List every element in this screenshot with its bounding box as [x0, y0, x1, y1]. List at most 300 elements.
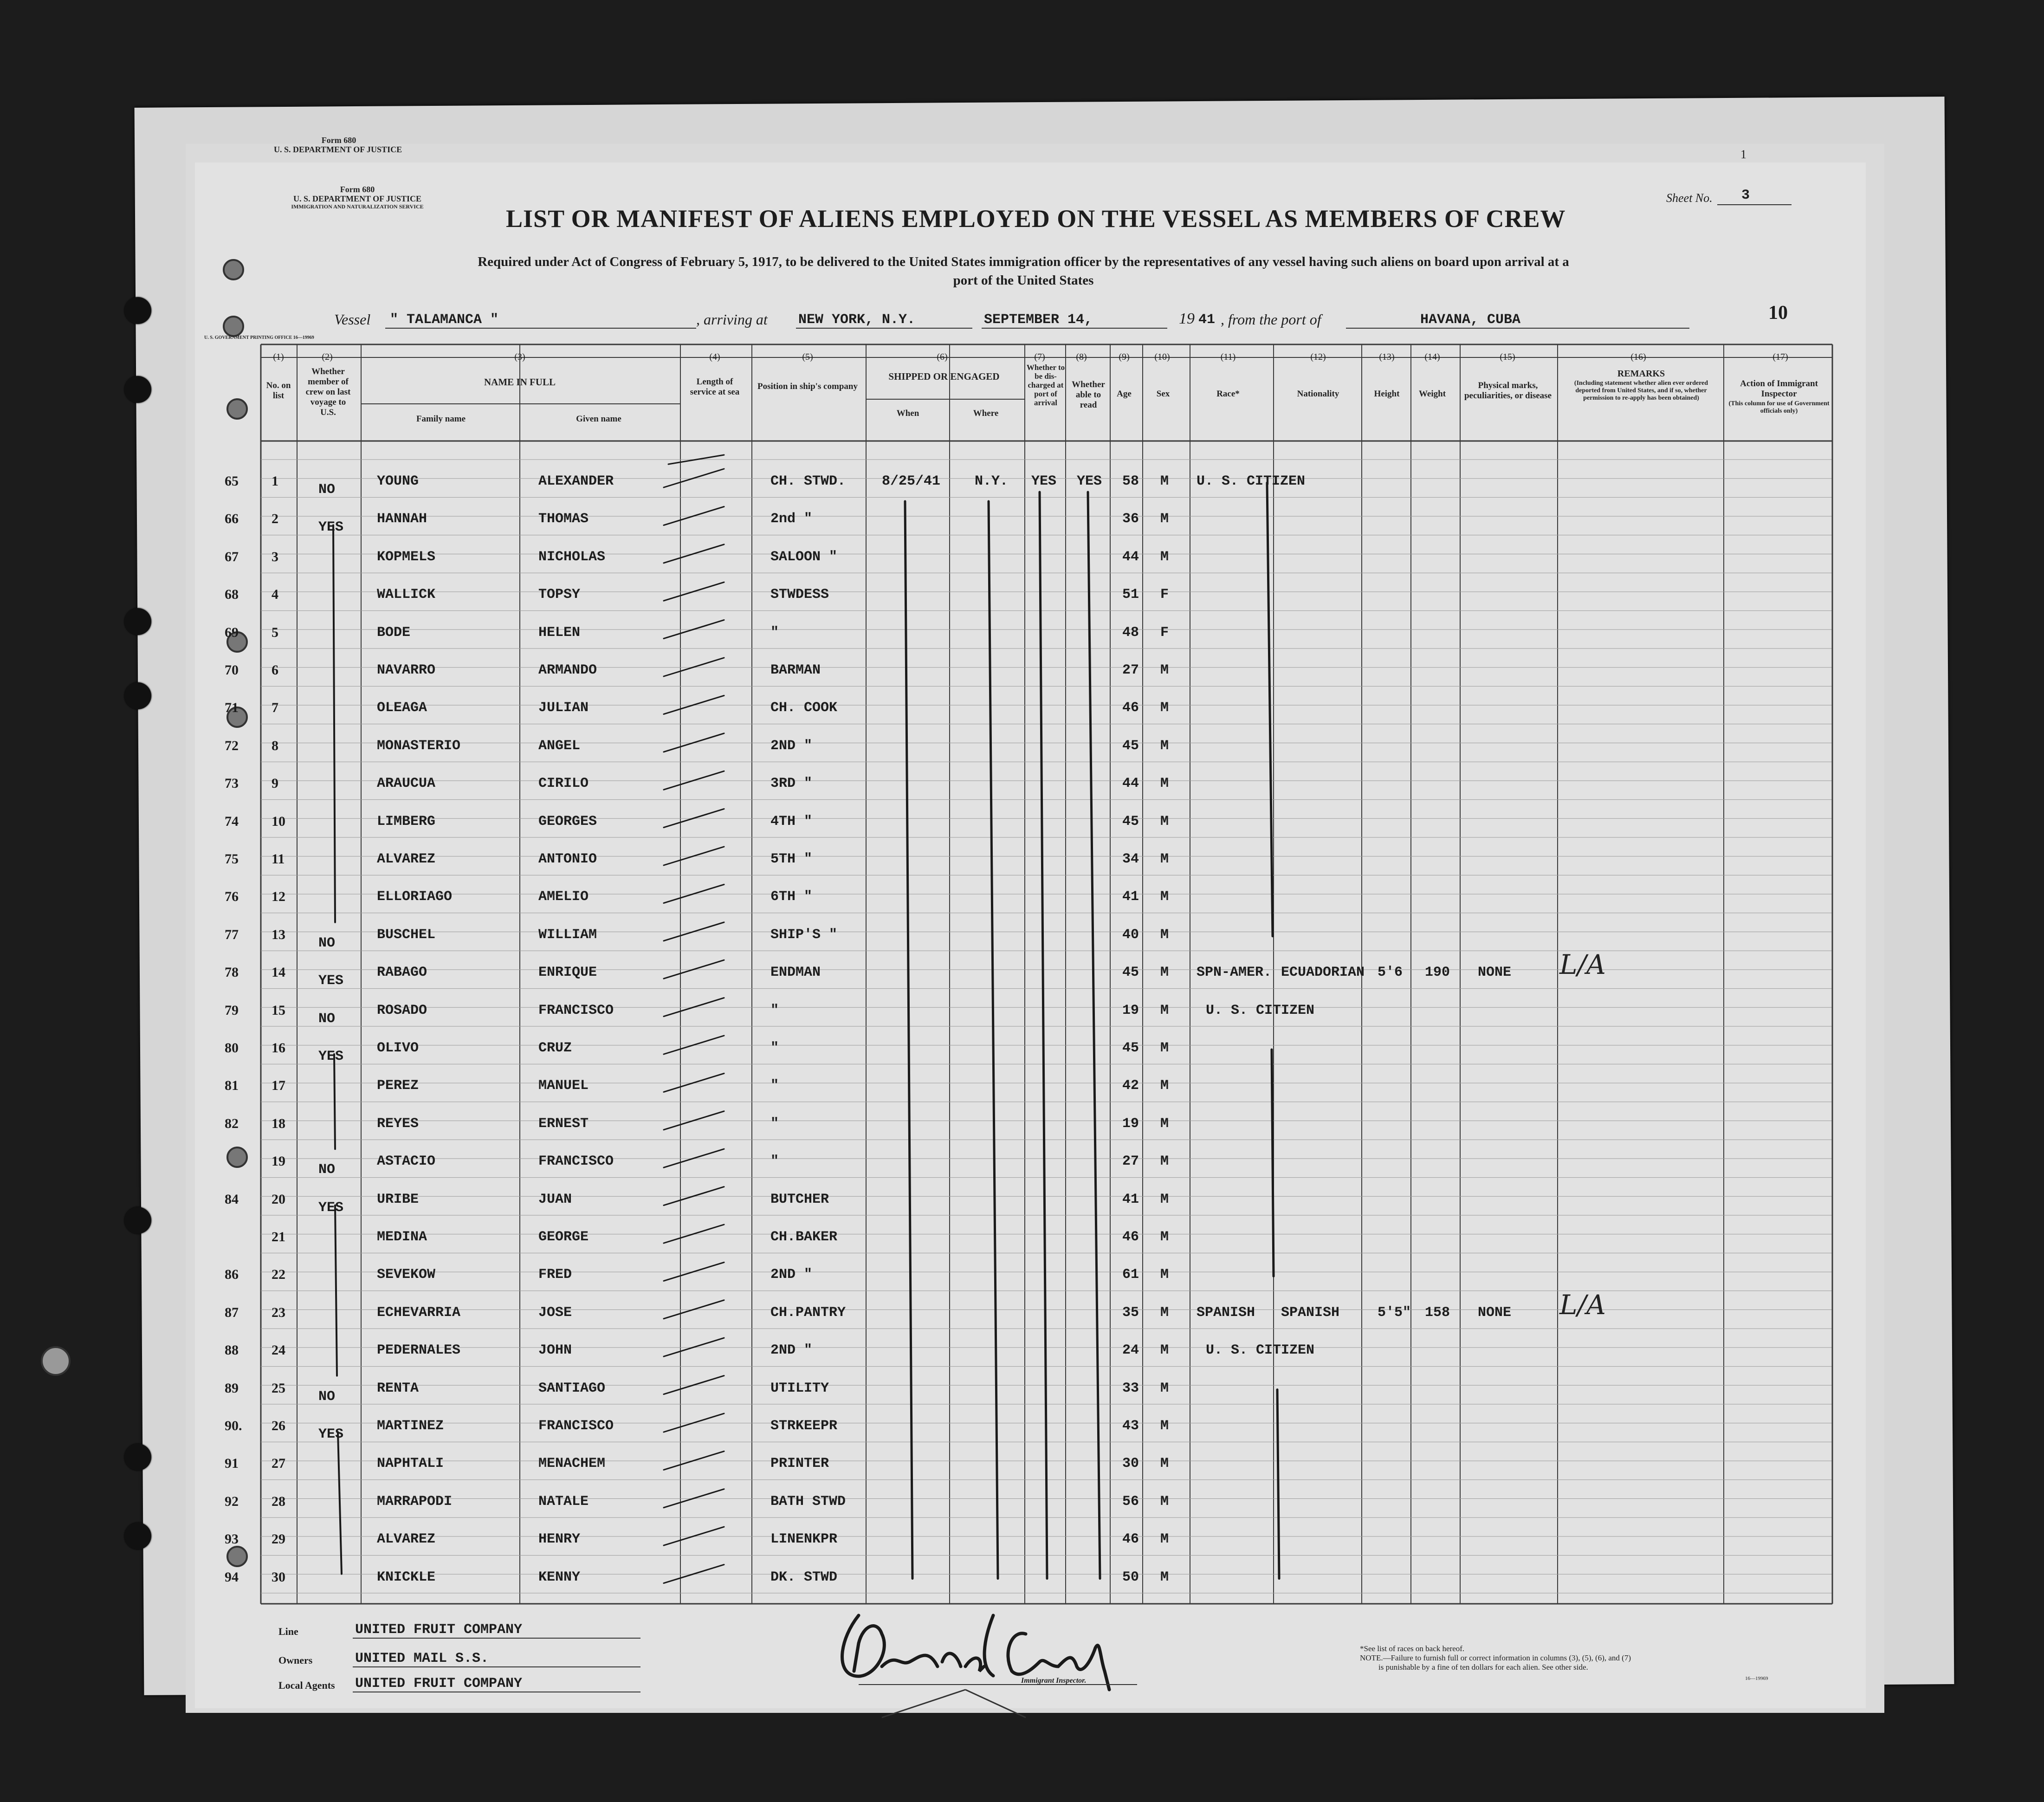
- row-position: UTILITY: [770, 1380, 829, 1396]
- owners-label: Owners: [278, 1654, 313, 1666]
- row-family-name: KOPMELS: [377, 549, 436, 565]
- row-family-name: KNICKLE: [377, 1569, 436, 1585]
- row-sex: M: [1160, 1002, 1169, 1018]
- ditto-mark: [664, 1300, 724, 1319]
- row-margin-number: 70: [225, 662, 239, 678]
- ditto-mark: [1088, 492, 1100, 1579]
- row-age: 45: [1122, 965, 1139, 981]
- arrival-port: NEW YORK, N.Y.: [798, 312, 916, 328]
- row-race: U. S. CITIZEN: [1206, 1002, 1315, 1018]
- row-age: 30: [1122, 1456, 1139, 1472]
- row-no: 25: [272, 1380, 285, 1396]
- row-no: 14: [272, 965, 285, 980]
- row-position: BATH STWD: [770, 1493, 846, 1510]
- row-margin-number: 80: [225, 1040, 239, 1056]
- note-line2: is punishable by a fine of ten dollars for each alien. See other side.: [1378, 1663, 1588, 1672]
- row-no: 6: [272, 662, 278, 678]
- row-physical: NONE: [1478, 965, 1512, 981]
- col-num-12: (12): [1310, 352, 1326, 362]
- row-given-name: JOSE: [538, 1304, 572, 1321]
- header-given-name: Given name: [576, 414, 621, 424]
- row-sex: M: [1160, 1531, 1169, 1548]
- ditto-mark: [664, 620, 724, 639]
- row-sex: M: [1160, 927, 1169, 943]
- row-no: 3: [272, 549, 278, 564]
- ditto-mark: [664, 544, 724, 563]
- row-family-name: BUSCHEL: [377, 927, 436, 943]
- row-when: 8/25/41: [882, 473, 941, 489]
- agents-value: UNITED FRUIT COMPANY: [355, 1676, 523, 1692]
- ditto-mark: [664, 1338, 724, 1356]
- header-discharged: Whether to be dis-charged at port of arrival: [1026, 363, 1065, 407]
- header-nationality: Nationality: [1297, 389, 1339, 399]
- row-no: 22: [272, 1267, 285, 1283]
- row-sex: M: [1160, 1304, 1169, 1321]
- row-margin-number: 87: [225, 1304, 239, 1320]
- ditto-mark: [1277, 1390, 1279, 1579]
- row-position: ": [770, 1154, 779, 1170]
- row-age: 19: [1122, 1115, 1139, 1132]
- row-age: 56: [1122, 1493, 1139, 1510]
- back-page-mark: 1: [1740, 148, 1746, 161]
- arriving-label: , arriving at: [696, 311, 768, 328]
- ditto-mark: [664, 658, 724, 676]
- row-family-name: PEDERNALES: [377, 1342, 461, 1359]
- row-sex: M: [1160, 1078, 1169, 1094]
- header-whether-member: Whether member of crew on last voyage to U.S.: [305, 367, 351, 417]
- row-sex: M: [1160, 700, 1169, 716]
- ditto-mark: [664, 847, 724, 865]
- row-weight: 158: [1425, 1304, 1450, 1321]
- row-sex: M: [1160, 1342, 1169, 1359]
- col-num-10: (10): [1154, 352, 1170, 362]
- ditto-mark: [664, 1073, 724, 1092]
- row-age: 43: [1122, 1418, 1139, 1434]
- ditto-mark: [338, 1432, 342, 1574]
- row-given-name: JOHN: [538, 1342, 572, 1359]
- ditto-mark: [664, 884, 724, 903]
- row-age: 42: [1122, 1078, 1139, 1094]
- row-given-name: WILLIAM: [538, 927, 597, 943]
- row-sex: M: [1160, 511, 1169, 527]
- row-family-name: MARTINEZ: [377, 1418, 444, 1434]
- row-able-read: YES: [1077, 473, 1102, 489]
- row-margin-number: 79: [225, 1002, 239, 1018]
- row-remarks: L/A: [1559, 1289, 1606, 1321]
- header-position: Position in ship's company: [757, 382, 858, 391]
- row-position: 4TH ": [770, 813, 813, 830]
- row-nationality: SPANISH: [1281, 1304, 1340, 1321]
- col-num-3: (3): [514, 352, 525, 362]
- row-given-name: FRANCISCO: [538, 1418, 614, 1434]
- ditto-mark: [989, 501, 998, 1579]
- row-family-name: BODE: [377, 624, 411, 641]
- ditto-mark: [664, 1527, 724, 1545]
- races-note: *See list of races on back hereof.: [1360, 1644, 1465, 1653]
- vessel-name: " TALAMANCA ": [390, 312, 499, 328]
- ditto-mark: [664, 1225, 724, 1243]
- row-given-name: HENRY: [538, 1531, 581, 1548]
- row-position: 2ND ": [770, 738, 813, 754]
- col-num-1: (1): [273, 352, 284, 362]
- row-margin-number: 78: [225, 965, 239, 980]
- row-given-name: JULIAN: [538, 700, 589, 716]
- header-name-in-full: NAME IN FULL: [484, 376, 556, 388]
- ditto-mark: [664, 506, 724, 525]
- form-code: 16—19969: [1745, 1676, 1768, 1681]
- row-family-name: NAPHTALI: [377, 1456, 444, 1472]
- col-num-15: (15): [1500, 352, 1515, 362]
- header-length-service: Length of service at sea: [690, 377, 740, 397]
- row-given-name: GEORGES: [538, 813, 597, 830]
- row-margin-number: 94: [225, 1569, 239, 1585]
- row-margin-number: 91: [225, 1456, 239, 1471]
- row-margin-number: 76: [225, 889, 239, 905]
- printer-mark: U. S. GOVERNMENT PRINTING OFFICE 16—19969: [204, 335, 314, 340]
- line-underline: [353, 1638, 640, 1639]
- department: U. S. DEPARTMENT OF JUSTICE: [293, 194, 422, 203]
- row-no: 20: [272, 1191, 285, 1207]
- row-given-name: FRED: [538, 1267, 572, 1283]
- row-member-last-voyage: NO: [318, 1011, 336, 1027]
- row-position: DK. STWD: [770, 1569, 838, 1585]
- row-margin-number: 65: [225, 473, 239, 489]
- row-no: 9: [272, 776, 278, 791]
- row-position: LINENKPR: [770, 1531, 838, 1548]
- row-position: CH. STWD.: [770, 473, 846, 489]
- row-no: 13: [272, 927, 285, 942]
- row-position: ": [770, 624, 779, 641]
- row-no: 16: [272, 1040, 285, 1056]
- ditto-mark: [664, 1413, 724, 1432]
- row-margin-number: 73: [225, 776, 239, 791]
- row-member-last-voyage: YES: [318, 1426, 344, 1442]
- row-no: 8: [272, 738, 278, 753]
- page-number: 10: [1768, 302, 1788, 324]
- row-family-name: OLEAGA: [377, 700, 427, 716]
- row-age: 44: [1122, 776, 1139, 792]
- row-no: 1: [272, 473, 278, 489]
- row-age: 34: [1122, 851, 1139, 867]
- row-margin-number: 72: [225, 738, 239, 753]
- row-given-name: TOPSY: [538, 587, 581, 603]
- row-physical: NONE: [1478, 1304, 1512, 1321]
- row-no: 23: [272, 1304, 285, 1320]
- from-port: HAVANA, CUBA: [1420, 312, 1521, 328]
- row-margin-number: 88: [225, 1342, 239, 1358]
- back-form-number: Form 680: [321, 136, 356, 145]
- row-position: CH.PANTRY: [770, 1304, 846, 1321]
- row-age: 45: [1122, 813, 1139, 830]
- row-position: 3RD ": [770, 776, 813, 792]
- row-sex: M: [1160, 851, 1169, 867]
- row-age: 45: [1122, 1040, 1139, 1056]
- vessel-label: Vessel: [334, 311, 371, 328]
- row-sex: F: [1160, 624, 1169, 641]
- row-given-name: HELEN: [538, 624, 581, 641]
- row-age: 45: [1122, 738, 1139, 754]
- row-no: 28: [272, 1493, 285, 1509]
- row-given-name: NATALE: [538, 1493, 589, 1510]
- row-no: 11: [272, 851, 285, 867]
- row-age: 41: [1122, 1191, 1139, 1207]
- form-number: Form 680: [340, 185, 375, 194]
- line-value: UNITED FRUIT COMPANY: [355, 1622, 523, 1638]
- row-age: 44: [1122, 549, 1139, 565]
- row-given-name: MENACHEM: [538, 1456, 606, 1472]
- row-age: 41: [1122, 889, 1139, 905]
- row-margin-number: 71: [225, 700, 239, 716]
- row-no: 17: [272, 1078, 285, 1094]
- ditto-mark: [664, 469, 724, 487]
- row-given-name: ARMANDO: [538, 662, 597, 678]
- row-sex: M: [1160, 1569, 1169, 1585]
- owners-underline: [353, 1666, 640, 1667]
- row-position: ": [770, 1115, 779, 1132]
- header-race: Race*: [1216, 389, 1240, 399]
- sheet-label: Sheet No.: [1666, 191, 1713, 205]
- row-margin-number: 81: [225, 1078, 239, 1094]
- col-num-5: (5): [802, 352, 813, 362]
- col-num-9: (9): [1119, 352, 1130, 362]
- row-family-name: HANNAH: [377, 511, 427, 527]
- row-family-name: RENTA: [377, 1380, 419, 1396]
- row-given-name: ANGEL: [538, 738, 581, 754]
- row-given-name: CIRILO: [538, 776, 589, 792]
- row-position: ENDMAN: [770, 965, 821, 981]
- row-no: 7: [272, 700, 278, 716]
- form-title: LIST OR MANIFEST OF ALIENS EMPLOYED ON THE VESSEL AS MEMBERS OF CREW: [506, 205, 1566, 233]
- header-remarks-note: (Including statement whether alien ever ordered deported from United States, and if so, whether permission to re-apply has been obtained): [1574, 380, 1708, 402]
- row-sex: F: [1160, 587, 1169, 603]
- row-family-name: ASTACIO: [377, 1154, 436, 1170]
- row-position: ": [770, 1002, 779, 1018]
- row-given-name: GEORGE: [538, 1229, 589, 1245]
- row-sex: M: [1160, 1456, 1169, 1472]
- row-sex: M: [1160, 889, 1169, 905]
- row-no: 26: [272, 1418, 285, 1433]
- row-age: 27: [1122, 662, 1139, 678]
- row-position: CH.BAKER: [770, 1229, 838, 1245]
- inspector-label: Immigrant Inspector.: [1021, 1677, 1087, 1685]
- row-position: 6TH ": [770, 889, 813, 905]
- line-label: Line: [278, 1626, 298, 1637]
- row-family-name: WALLICK: [377, 587, 436, 603]
- row-age: 35: [1122, 1304, 1139, 1321]
- row-family-name: OLIVO: [377, 1040, 419, 1056]
- signature-line: [859, 1684, 1137, 1685]
- row-position: ": [770, 1078, 779, 1094]
- row-sex: M: [1160, 1267, 1169, 1283]
- row-family-name: ECHEVARRIA: [377, 1304, 461, 1321]
- row-margin-number: 86: [225, 1267, 239, 1283]
- row-position: CH. COOK: [770, 700, 838, 716]
- ditto-mark: [335, 1206, 337, 1376]
- row-family-name: YOUNG: [377, 473, 419, 489]
- row-margin-number: 82: [225, 1115, 239, 1131]
- row-family-name: ELLORIAGO: [377, 889, 453, 905]
- header-remarks: REMARKS: [1617, 369, 1665, 379]
- row-sex: M: [1160, 1380, 1169, 1396]
- row-position: 2ND ": [770, 1342, 813, 1359]
- row-sex: M: [1160, 1229, 1169, 1245]
- row-age: 40: [1122, 927, 1139, 943]
- row-age: 46: [1122, 700, 1139, 716]
- ditto-mark: [664, 695, 724, 714]
- row-nationality: ECUADORIAN: [1281, 965, 1365, 981]
- ditto-mark: [1040, 492, 1047, 1579]
- row-no: 12: [272, 889, 285, 905]
- row-sex: M: [1160, 776, 1169, 792]
- row-given-name: FRANCISCO: [538, 1154, 614, 1170]
- row-age: 58: [1122, 473, 1139, 489]
- row-member-last-voyage: NO: [318, 935, 336, 951]
- row-margin-number: 66: [225, 511, 239, 527]
- ditto-mark: [664, 1111, 724, 1130]
- header-weight: Weight: [1418, 389, 1446, 399]
- row-no: 15: [272, 1002, 285, 1018]
- row-age: 24: [1122, 1342, 1139, 1359]
- row-given-name: KENNY: [538, 1569, 581, 1585]
- row-given-name: THOMAS: [538, 511, 589, 527]
- ditto-mark: [664, 960, 724, 979]
- row-age: 33: [1122, 1380, 1139, 1396]
- row-race: SPANISH: [1197, 1304, 1255, 1321]
- col-num-16: (16): [1630, 352, 1646, 362]
- row-sex: M: [1160, 738, 1169, 754]
- ditto-mark: [664, 1489, 724, 1508]
- row-given-name: MANUEL: [538, 1078, 589, 1094]
- ditto-mark: [664, 922, 724, 941]
- row-race: U. S. CITIZEN: [1206, 1342, 1315, 1359]
- ditto-mark: [664, 1376, 724, 1394]
- ditto-mark: [664, 1451, 724, 1470]
- row-given-name: ERNEST: [538, 1115, 589, 1132]
- ditto-mark: [333, 525, 335, 922]
- row-no: 27: [272, 1456, 285, 1471]
- row-given-name: CRUZ: [538, 1040, 572, 1056]
- row-age: 48: [1122, 624, 1139, 641]
- row-family-name: URIBE: [377, 1191, 419, 1207]
- form-subtitle-line1: Required under Act of Congress of February 5, 1917, to be delivered to the United States immigration officer by the representatives of any vessel having such aliens on board upon arrival at a: [478, 254, 1569, 269]
- row-given-name: AMELIO: [538, 889, 589, 905]
- row-family-name: RABAGO: [377, 965, 427, 981]
- ditto-mark: [905, 501, 912, 1579]
- col-num-11: (11): [1220, 352, 1236, 362]
- ditto-mark: [664, 771, 724, 790]
- owners-value: UNITED MAIL S.S.: [355, 1651, 489, 1666]
- row-age: 27: [1122, 1154, 1139, 1170]
- row-age: 51: [1122, 587, 1139, 603]
- row-no: 18: [272, 1115, 285, 1131]
- row-sex: M: [1160, 1191, 1169, 1207]
- row-discharged: YES: [1031, 473, 1057, 489]
- ditto-mark: [664, 1149, 724, 1167]
- row-family-name: MARRAPODI: [377, 1493, 453, 1510]
- header-action-note: (This column for use of Government officials only): [1728, 400, 1830, 415]
- ditto-mark: [664, 733, 724, 752]
- ditto-mark: [664, 809, 724, 828]
- header-age: Age: [1117, 389, 1132, 399]
- row-age: 19: [1122, 1002, 1139, 1018]
- row-position: BARMAN: [770, 662, 821, 678]
- row-position: 5TH ": [770, 851, 813, 867]
- row-given-name: ALEXANDER: [538, 473, 614, 489]
- col-num-8: (8): [1076, 352, 1087, 362]
- back-department: U. S. DEPARTMENT OF JUSTICE: [274, 145, 402, 154]
- row-position: STWDESS: [770, 587, 829, 603]
- row-margin-number: 68: [225, 587, 239, 603]
- row-family-name: MONASTERIO: [377, 738, 461, 754]
- row-given-name: NICHOLAS: [538, 549, 606, 565]
- year-prefix: 19: [1179, 310, 1195, 327]
- note-line1: NOTE.—Failure to furnish full or correct information in columns (3), (5), (6), and (7): [1360, 1653, 1631, 1662]
- col-num-7: (7): [1034, 352, 1045, 362]
- row-given-name: FRANCISCO: [538, 1002, 614, 1018]
- row-margin-number: 89: [225, 1380, 239, 1396]
- row-age: 36: [1122, 511, 1139, 527]
- header-height: Height: [1374, 389, 1400, 399]
- row-sex: M: [1160, 965, 1169, 981]
- row-given-name: ANTONIO: [538, 851, 597, 867]
- row-family-name: REYES: [377, 1115, 419, 1132]
- header-no-on-list: No. on list: [266, 381, 291, 401]
- row-member-last-voyage: NO: [318, 1388, 336, 1405]
- ditto-mark: [1267, 483, 1273, 936]
- row-sex: M: [1160, 1418, 1169, 1434]
- row-no: 5: [272, 624, 278, 640]
- header-sex: Sex: [1156, 389, 1170, 399]
- header-action: Action of Immigrant Inspector: [1740, 379, 1818, 399]
- header-shipped: SHIPPED OR ENGAGED: [888, 371, 1000, 382]
- row-member-last-voyage: YES: [318, 1049, 344, 1064]
- row-no: 29: [272, 1531, 285, 1547]
- col-num-17: (17): [1772, 352, 1788, 362]
- row-margin-number: 75: [225, 851, 239, 867]
- row-given-name: JUAN: [538, 1191, 572, 1207]
- row-family-name: ARAUCUA: [377, 776, 436, 792]
- row-given-name: SANTIAGO: [538, 1380, 606, 1396]
- row-sex: M: [1160, 813, 1169, 830]
- row-member-last-voyage: YES: [318, 973, 344, 989]
- from-port-label: , from the port of: [1221, 311, 1321, 328]
- row-margin-number: 92: [225, 1493, 239, 1509]
- row-margin-number: 84: [225, 1191, 239, 1207]
- ditto-mark: [664, 998, 724, 1017]
- row-age: 46: [1122, 1229, 1139, 1245]
- col-num-2: (2): [322, 352, 333, 362]
- row-position: ": [770, 1040, 779, 1056]
- year: 41: [1198, 312, 1216, 328]
- row-no: 2: [272, 511, 278, 527]
- ditto-mark: [664, 1262, 724, 1281]
- row-age: 50: [1122, 1569, 1139, 1585]
- row-position: 2ND ": [770, 1267, 813, 1283]
- header-able-read: Whether able to read: [1072, 380, 1105, 410]
- ditto-mark: [664, 582, 724, 601]
- row-member-last-voyage: YES: [318, 1199, 344, 1216]
- row-position: BUTCHER: [770, 1191, 829, 1207]
- row-given-name: ENRIQUE: [538, 965, 597, 981]
- row-member-last-voyage: YES: [318, 519, 344, 536]
- row-sex: M: [1160, 1493, 1169, 1510]
- row-margin-number: 69: [225, 624, 239, 640]
- row-position: SHIP'S ": [770, 927, 838, 943]
- row-margin-number: 74: [225, 813, 239, 829]
- row-family-name: NAVARRO: [377, 662, 436, 678]
- header-family-name: Family name: [416, 414, 466, 424]
- row-margin-number: 77: [225, 927, 239, 942]
